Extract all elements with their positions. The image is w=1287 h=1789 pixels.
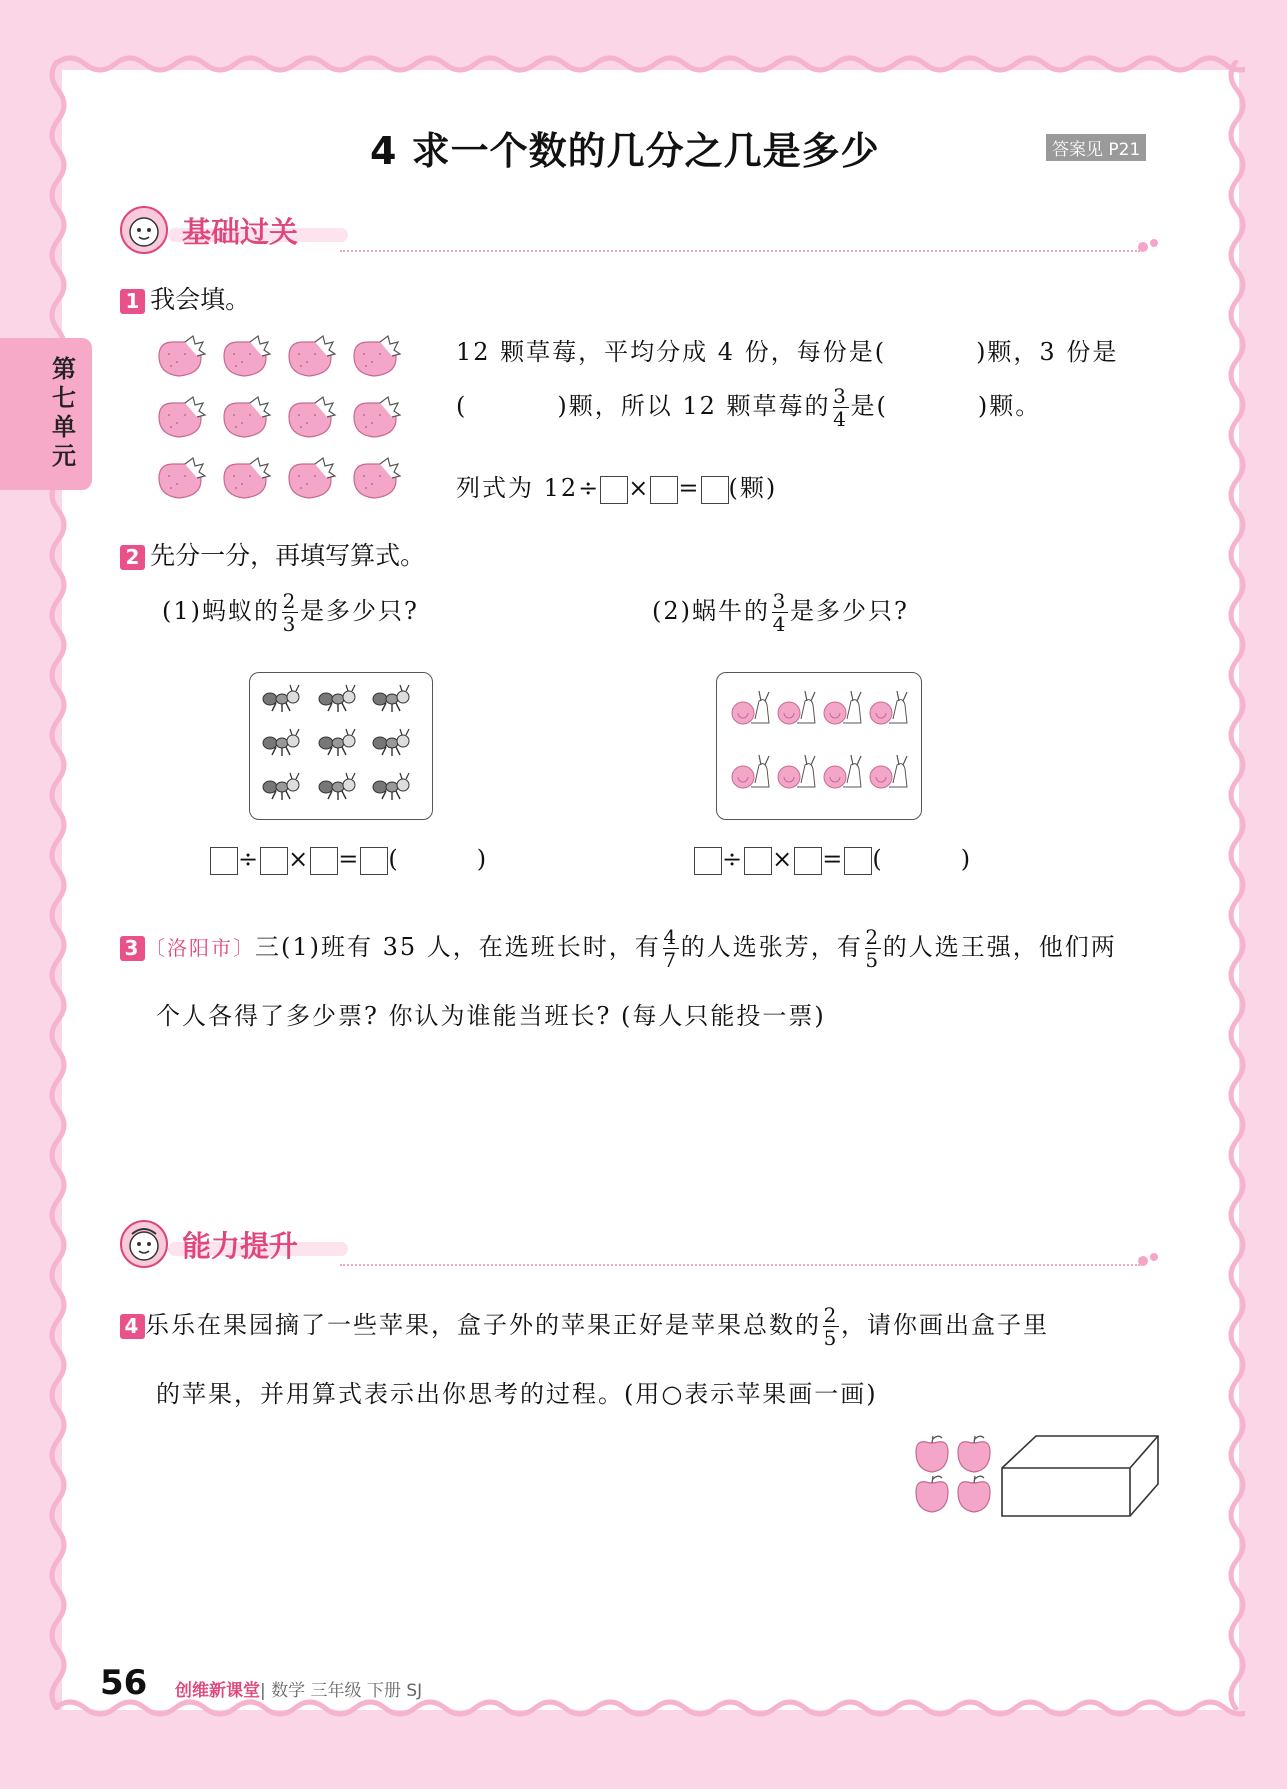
q1-text: )颗，3 份是 [976,338,1119,366]
answer-box[interactable] [360,847,388,875]
divider-dot-icon [1138,1256,1148,1266]
question-title: 我会填。 [150,285,251,314]
fraction-denominator: 5 [823,1326,839,1350]
section-divider [340,1264,1140,1266]
fraction [282,590,298,635]
wavy-border-top [55,52,1245,76]
question-1-header [120,280,250,316]
fraction-numerator: 2 [823,1303,839,1327]
footer-info [175,1676,422,1701]
city-tag: 〔洛阳市〕 [145,936,255,960]
fraction-numerator: 4 [663,925,679,949]
fraction-denominator: 7 [663,948,679,972]
answer-box[interactable] [794,847,822,875]
q2-part-1-equation [210,845,488,875]
ants-illustration [250,673,432,819]
question-number: 3 [120,936,145,961]
strawberries-illustration [150,330,410,510]
answer-box[interactable] [600,476,628,504]
question-3-line-1 [120,926,1117,971]
fraction [663,926,679,971]
q1-text: )颗。 [977,392,1042,420]
fraction-denominator: 4 [772,612,788,636]
girl-mascot-icon [118,204,170,256]
q2-part-1-prompt [162,590,419,635]
answer-box[interactable] [260,847,288,875]
operator: × [288,845,311,873]
fraction-denominator: 5 [865,948,881,972]
q2-text: 是多少只? [790,597,909,625]
q2-text: (2)蜗牛的 [652,597,770,625]
q4-text: 乐乐在果园摘了一些苹果，盒子外的苹果正好是苹果总数的 [145,1311,821,1339]
wavy-border-right [1225,60,1249,1710]
answer-box[interactable] [210,847,238,875]
q1-line-1 [456,332,1118,367]
q3-text: 三(1)班有 35 人，在选班长时，有 [255,933,661,961]
operator: = [822,845,845,873]
answer-box[interactable] [310,847,338,875]
apples-and-box-illustration [910,1432,1160,1518]
fraction [823,1304,839,1349]
unit-blank[interactable]: ( ) [872,845,973,873]
question-3-line-2: 个人各得了多少票? 你认为谁能当班长? (每人只能投一票) [156,1002,826,1030]
q3-answer-area[interactable] [156,1040,1146,1200]
q2-text: (1)蚂蚁的 [162,597,280,625]
footer-subject: | 数学 三年级 下册 SJ [260,1681,423,1701]
operator: ÷ [722,845,745,873]
wavy-border-left [46,60,70,1710]
question-4-line-1 [120,1304,1049,1349]
operator: = [338,845,361,873]
ants-panel[interactable] [249,672,433,820]
q3-text: 的人选张芳，有 [680,933,863,961]
q1-text: (颗) [728,474,778,502]
divider-dot-icon [1150,239,1158,247]
q1-text: 列式为 12÷ [456,474,601,502]
q1-text: 是( [850,392,888,420]
section-divider [340,250,1140,252]
question-2-header [120,536,425,572]
fraction-denominator: 3 [282,612,298,636]
question-number: 2 [120,545,145,570]
unit-side-tab-label: 第七单元 [52,355,76,470]
answer-box[interactable] [694,847,722,875]
fraction-numerator: 3 [833,384,848,408]
operator: × [628,474,651,502]
fraction [772,590,788,635]
answer-reference-badge: 答案见 P21 [1046,134,1146,161]
q2-text: 是多少只? [300,597,419,625]
q2-part-2-equation [694,845,972,875]
question-4-line-2: 的苹果，并用算式表示出你思考的过程。(用○表示苹果画一画) [156,1380,878,1408]
boy-mascot-icon [118,1218,170,1270]
divider-dot-icon [1150,1253,1158,1261]
section-heading-advanced: 能力提升 [182,1229,299,1263]
unit-side-tab [0,338,92,490]
fraction-denominator: 4 [833,407,848,431]
q2-part-2-prompt [652,590,909,635]
question-title: 先分一分，再填写算式。 [150,541,426,570]
fraction-numerator: 2 [865,925,881,949]
q1-text: ( [456,392,468,420]
unit-blank[interactable]: ( ) [388,845,489,873]
q4-text: ，请你画出盒子里 [841,1311,1049,1339]
q1-text: )颗，所以 12 颗草莓的 [557,392,831,420]
divider-dot-icon [1138,242,1148,252]
snails-illustration [717,673,921,819]
fraction [833,385,849,430]
answer-box[interactable] [844,847,872,875]
q1-line-2 [456,385,1041,430]
fraction-numerator: 3 [772,589,788,613]
question-number: 1 [120,289,145,314]
answer-box[interactable] [701,476,729,504]
answer-box[interactable] [744,847,772,875]
q1-text: 12 颗草莓，平均分成 4 份，每份是( [456,338,887,366]
fraction-numerator: 2 [282,589,298,613]
q1-line-3 [456,468,777,504]
fraction [865,926,881,971]
snails-panel[interactable] [716,672,922,820]
section-heading-basic: 基础过关 [182,215,299,249]
operator: = [678,474,701,502]
q4-answer-area[interactable] [156,1440,876,1640]
operator: × [772,845,795,873]
footer-brand: 创维新课堂 [175,1681,260,1701]
answer-box[interactable] [650,476,678,504]
page-number: 56 [100,1663,148,1703]
operator: ÷ [238,845,261,873]
page-title: 4 求一个数的几分之几是多少 [370,129,880,173]
q3-text: 的人选王强，他们两 [882,933,1117,961]
question-number: 4 [120,1314,145,1339]
